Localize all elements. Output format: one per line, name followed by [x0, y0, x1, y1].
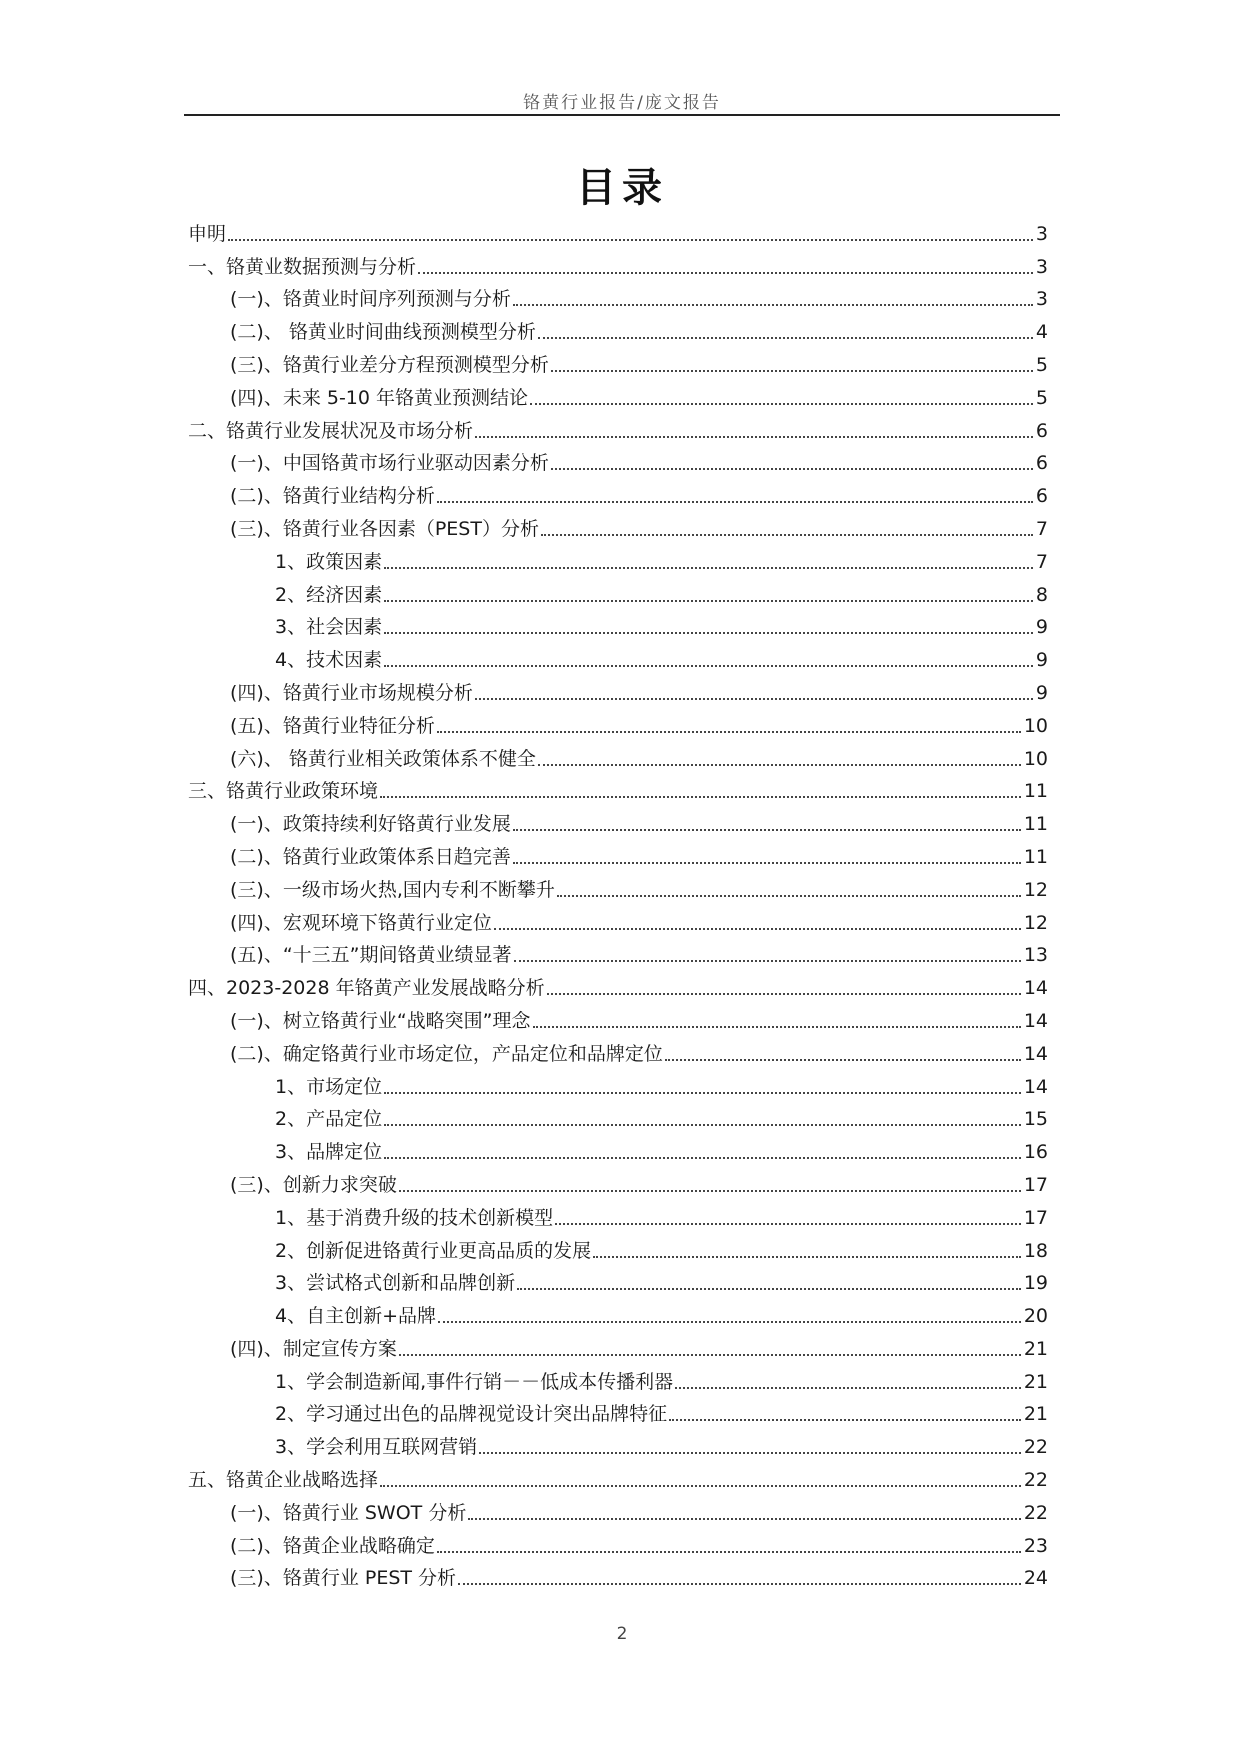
toc-entry[interactable]	[188, 508, 1048, 541]
toc-dot-leader	[438, 1321, 1021, 1323]
toc-entry-label: 1、政策因素	[275, 550, 383, 573]
toc-entry-page: 17	[1023, 1206, 1048, 1229]
toc-entry-label: (三)、铬黄行业各因素（PEST）分析	[230, 517, 539, 540]
toc-entry-page: 22	[1023, 1501, 1048, 1524]
toc-entry-label: 1、市场定位	[275, 1075, 383, 1098]
toc-entry[interactable]	[188, 1525, 1048, 1558]
toc-entry-page: 6	[1035, 419, 1048, 442]
toc-entry-page: 21	[1023, 1370, 1048, 1393]
toc-entry-page: 5	[1035, 353, 1048, 376]
toc-entry[interactable]	[188, 1263, 1048, 1296]
toc-entry-page: 4	[1035, 321, 1048, 344]
toc-entry[interactable]	[188, 1492, 1048, 1525]
toc-entry-label: (二)、铬黄行业政策体系日趋完善	[230, 845, 511, 868]
toc-entry-page: 7	[1035, 550, 1048, 573]
toc-entry[interactable]	[188, 475, 1048, 508]
toc-entry-page: 16	[1023, 1141, 1048, 1164]
toc-entry[interactable]	[188, 1099, 1048, 1132]
toc-dot-leader	[437, 501, 1033, 503]
toc-entry-label: 3、学会利用互联网营销	[275, 1436, 478, 1459]
toc-dot-leader	[530, 403, 1033, 405]
toc-entry-label: 三、铬黄行业政策环境	[188, 780, 379, 803]
toc-entry-label: 3、社会因素	[275, 616, 383, 639]
toc-entry[interactable]	[188, 672, 1048, 705]
toc-entry[interactable]	[188, 1164, 1048, 1197]
toc-entry-label: (五)、铬黄行业特征分析	[230, 714, 435, 737]
toc-entry-page: 9	[1035, 649, 1048, 672]
running-header: 铬黄行业报告/庞文报告	[523, 93, 721, 113]
toc-entry-page: 22	[1023, 1436, 1048, 1459]
toc-entry-page: 20	[1023, 1305, 1048, 1328]
toc-entry[interactable]	[188, 1066, 1048, 1099]
toc-entry-label: (四)、未来 5-10 年铬黄业预测结论	[230, 386, 529, 409]
toc-entry-label: (三)、铬黄行业差分方程预测模型分析	[230, 353, 549, 376]
toc-entry-label: 五、铬黄企业战略选择	[188, 1469, 379, 1492]
toc-dot-leader	[593, 1256, 1021, 1258]
toc-entry-label: 2、创新促进铬黄行业更高品质的发展	[275, 1239, 592, 1262]
toc-entry-label: 3、尝试格式创新和品牌创新	[275, 1272, 516, 1295]
toc-entry-label: (一)、中国铬黄市场行业驱动因素分析	[230, 452, 549, 475]
toc-entry-label: 2、经济因素	[275, 583, 383, 606]
toc-entry-label: (二)、铬黄行业结构分析	[230, 485, 435, 508]
toc-entry-page: 23	[1023, 1534, 1048, 1557]
toc-entry-label: (四)、制定宣传方案	[230, 1337, 397, 1360]
toc-entry[interactable]	[188, 443, 1048, 476]
toc-entry-label: (一)、政策持续利好铬黄行业发展	[230, 813, 511, 836]
toc-entry[interactable]	[188, 869, 1048, 902]
toc-dot-leader	[458, 1583, 1021, 1585]
toc-dot-leader	[514, 960, 1021, 962]
toc-entry[interactable]	[188, 738, 1048, 771]
toc-entry-page: 11	[1023, 845, 1048, 868]
toc-entry[interactable]	[188, 1295, 1048, 1328]
toc-entry[interactable]	[188, 377, 1048, 410]
toc-entry-label: (二)、 铬黄业时间曲线预测模型分析	[230, 321, 536, 344]
toc-entry-label: (五)、“十三五”期间铬黄业绩显著	[230, 944, 512, 967]
toc-entry-page: 11	[1023, 780, 1048, 803]
toc-entry[interactable]	[188, 311, 1048, 344]
toc-entry-label: (三)、创新力求突破	[230, 1173, 397, 1196]
toc-dot-leader	[513, 862, 1021, 864]
toc-entry-label: (六)、 铬黄行业相关政策体系不健全	[230, 747, 536, 770]
toc-entry-page: 19	[1023, 1272, 1048, 1295]
toc-entry-label: (二)、铬黄企业战略确定	[230, 1534, 435, 1557]
toc-dot-leader	[399, 1190, 1021, 1192]
toc-entry[interactable]	[188, 902, 1048, 935]
toc-entry-page: 9	[1035, 681, 1048, 704]
toc-dot-leader	[228, 239, 1033, 241]
toc-entry-label: 2、学习通过出色的品牌视觉设计突出品牌特征	[275, 1403, 668, 1426]
toc-entry-page: 10	[1023, 747, 1048, 770]
toc-dot-leader	[384, 1092, 1021, 1094]
toc-entry-page: 15	[1023, 1108, 1048, 1131]
toc-dot-leader	[479, 1452, 1021, 1454]
toc-entry-page: 3	[1035, 255, 1048, 278]
toc-dot-leader	[384, 600, 1033, 602]
toc-entry[interactable]	[188, 705, 1048, 738]
toc-entry-page: 5	[1035, 386, 1048, 409]
toc-entry-page: 9	[1035, 616, 1048, 639]
toc-dot-leader	[468, 1518, 1020, 1520]
toc-dot-leader	[384, 1124, 1021, 1126]
toc-dot-leader	[675, 1387, 1021, 1389]
toc-entry-label: (三)、铬黄行业 PEST 分析	[230, 1567, 457, 1590]
toc-entry[interactable]	[188, 1000, 1048, 1033]
toc-entry[interactable]	[188, 246, 1048, 279]
toc-entry-label: (四)、宏观环境下铬黄行业定位	[230, 911, 492, 934]
toc-entry[interactable]	[188, 1394, 1048, 1427]
toc-entry-page: 21	[1023, 1403, 1048, 1426]
toc-entry-page: 3	[1035, 222, 1048, 245]
toc-dot-leader	[533, 1026, 1021, 1028]
toc-dot-leader	[541, 534, 1033, 536]
toc-dot-leader	[551, 468, 1033, 470]
toc-entry-label: 1、学会制造新闻,事件行销－－低成本传播利器	[275, 1370, 674, 1393]
toc-entry-page: 11	[1023, 813, 1048, 836]
toc-entry-page: 12	[1023, 911, 1048, 934]
toc-dot-leader	[384, 632, 1033, 634]
toc-dot-leader	[547, 993, 1021, 995]
toc-entry[interactable]	[188, 607, 1048, 640]
toc-dot-leader	[399, 1354, 1021, 1356]
toc-entry-label: 申明	[188, 222, 227, 245]
toc-dot-leader	[538, 337, 1033, 339]
toc-entry[interactable]	[188, 410, 1048, 443]
toc-dot-leader	[380, 1485, 1021, 1487]
toc-entry[interactable]	[188, 1328, 1048, 1361]
toc-entry[interactable]	[188, 1197, 1048, 1230]
toc-entry-page: 13	[1023, 944, 1048, 967]
toc-dot-leader	[513, 304, 1033, 306]
toc-entry-page: 24	[1023, 1567, 1048, 1590]
toc-entry[interactable]	[188, 836, 1048, 869]
toc-entry-page: 8	[1035, 583, 1048, 606]
toc-entry[interactable]	[188, 771, 1048, 804]
toc-entry-page: 6	[1035, 485, 1048, 508]
toc-dot-leader	[557, 895, 1021, 897]
toc-dot-leader	[538, 764, 1021, 766]
toc-entry-page: 14	[1023, 1075, 1048, 1098]
toc-entry[interactable]	[188, 1033, 1048, 1066]
toc-entry[interactable]	[188, 541, 1048, 574]
toc-entry-label: 1、基于消费升级的技术创新模型	[275, 1206, 554, 1229]
toc-dot-leader	[384, 665, 1033, 667]
toc-entry-label: 2、产品定位	[275, 1108, 383, 1131]
toc-entry-label: (一)、铬黄业时间序列预测与分析	[230, 288, 511, 311]
toc-entry-label: 3、品牌定位	[275, 1141, 383, 1164]
toc-entry-label: (四)、铬黄行业市场规模分析	[230, 681, 473, 704]
toc-entry[interactable]	[188, 639, 1048, 672]
toc-entry-label: (三)、一级市场火热,国内专利不断攀升	[230, 878, 555, 901]
toc-dot-leader	[437, 1551, 1021, 1553]
toc-entry[interactable]	[188, 344, 1048, 377]
toc-entry-page: 3	[1035, 288, 1048, 311]
toc-dot-leader	[555, 1223, 1021, 1225]
toc-title: 目录	[576, 164, 668, 211]
toc-entry-page: 14	[1023, 1042, 1048, 1065]
toc-dot-leader	[475, 436, 1033, 438]
table-of-contents	[188, 213, 1048, 1590]
toc-entry[interactable]	[188, 1230, 1048, 1263]
header-divider	[184, 114, 1060, 116]
toc-entry[interactable]	[188, 213, 1048, 246]
toc-entry[interactable]	[188, 574, 1048, 607]
toc-entry-page: 7	[1035, 517, 1048, 540]
toc-entry[interactable]	[188, 935, 1048, 968]
toc-dot-leader	[384, 1157, 1021, 1159]
toc-entry-page: 18	[1023, 1239, 1048, 1262]
toc-entry[interactable]	[188, 1361, 1048, 1394]
toc-entry-page: 14	[1023, 1009, 1048, 1032]
toc-entry[interactable]	[188, 967, 1048, 1000]
toc-entry-page: 17	[1023, 1173, 1048, 1196]
toc-entry-page: 22	[1023, 1469, 1048, 1492]
toc-dot-leader	[513, 829, 1021, 831]
toc-dot-leader	[494, 928, 1021, 930]
toc-entry-label: 4、自主创新+品牌	[275, 1305, 437, 1328]
toc-dot-leader	[475, 698, 1033, 700]
toc-dot-leader	[669, 1419, 1021, 1421]
toc-entry-label: (一)、铬黄行业 SWOT 分析	[230, 1501, 467, 1524]
toc-entry-page: 21	[1023, 1337, 1048, 1360]
toc-entry-label: (一)、树立铬黄行业“战略突围”理念	[230, 1009, 531, 1032]
toc-entry-page: 10	[1023, 714, 1048, 737]
toc-dot-leader	[437, 731, 1021, 733]
toc-entry[interactable]	[188, 1131, 1048, 1164]
toc-dot-leader	[380, 796, 1021, 798]
toc-entry[interactable]	[188, 279, 1048, 312]
toc-entry-label: 4、技术因素	[275, 649, 383, 672]
toc-entry-page: 12	[1023, 878, 1048, 901]
toc-entry[interactable]	[188, 1459, 1048, 1492]
toc-dot-leader	[551, 370, 1033, 372]
toc-entry-label: 一、铬黄业数据预测与分析	[188, 255, 417, 278]
toc-entry-page: 6	[1035, 452, 1048, 475]
toc-dot-leader	[517, 1288, 1021, 1290]
toc-entry-label: (二)、确定铬黄行业市场定位，产品定位和品牌定位	[230, 1042, 663, 1065]
toc-entry-page: 14	[1023, 977, 1048, 1000]
toc-entry[interactable]	[188, 1426, 1048, 1459]
toc-dot-leader	[384, 567, 1033, 569]
toc-entry-label: 二、铬黄行业发展状况及市场分析	[188, 419, 474, 442]
toc-dot-leader	[418, 272, 1033, 274]
toc-entry[interactable]	[188, 1558, 1048, 1591]
toc-entry[interactable]	[188, 803, 1048, 836]
page-number: 2	[616, 1624, 628, 1644]
toc-entry-label: 四、2023-2028 年铬黄产业发展战略分析	[188, 977, 545, 1000]
toc-dot-leader	[665, 1059, 1021, 1061]
